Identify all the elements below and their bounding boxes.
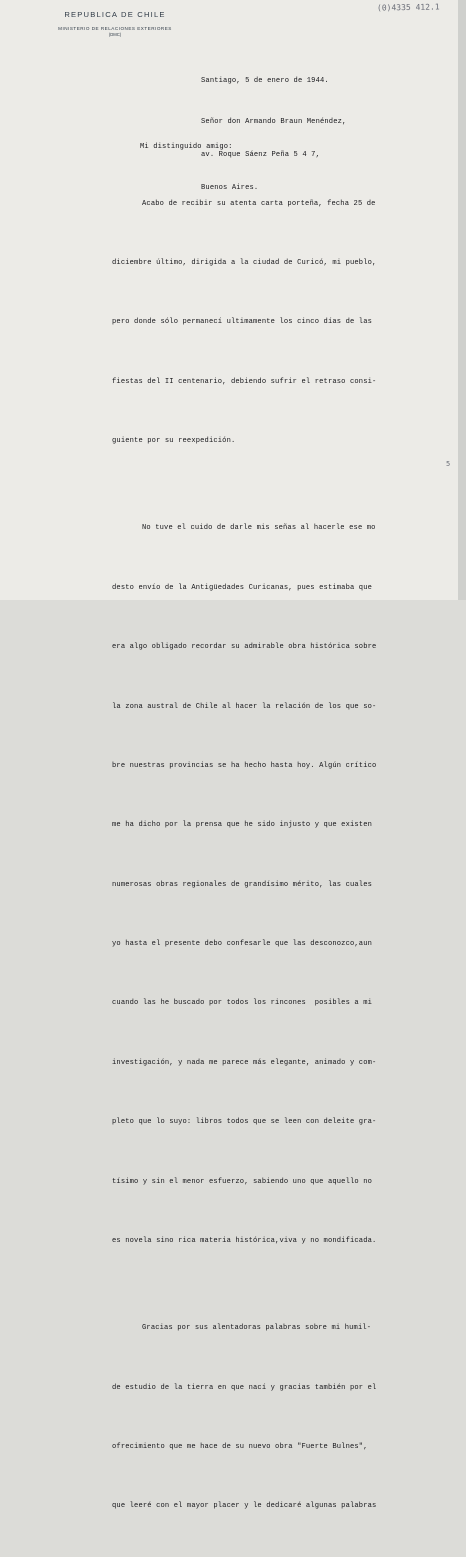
body-line: pero donde sólo permanecí ultimamente los cinco días de las	[112, 318, 373, 327]
body-line: es novela sino rica materia histórica,viva y no mondificada.	[112, 1237, 377, 1246]
next-page-edge	[458, 0, 466, 600]
margin-annotation: 5	[446, 460, 451, 468]
body-line: pleto que lo suyo: libros todos que se leen con deleite gra-	[112, 1118, 377, 1127]
letterhead-subtitle: MINISTERIO DE RELACIONES EXTERIORES	[58, 26, 172, 31]
body-line: era algo obligado recordar su admirable obra histórica sobre	[112, 643, 377, 652]
letterhead	[40, 10, 190, 37]
letterhead-title: REPUBLICA DE CHILE	[64, 10, 166, 19]
body-line: Acabo de recibir su atenta carta porteña, fecha 25 de	[142, 199, 376, 208]
body-line: cuando las he buscado por todos los rincones posibles a mi	[112, 999, 373, 1008]
body-line: la zona austral de Chile al hacer la relación de los que so-	[112, 702, 377, 711]
body-line: ofrecimiento que me hace de su nuevo obra "Fuerte Bulnes",	[112, 1443, 368, 1451]
body-line: No tuve el cuido de darle mis señas al hacerle ese mo	[142, 524, 376, 533]
archive-reference: (0)4335 412.1	[376, 2, 440, 13]
body-line: de estudio de la tierra en que nací y gracias también por el	[112, 1383, 377, 1392]
body-line: bre nuestras provincias se ha hecho hasta hoy. Algún crítico	[112, 761, 377, 770]
body-line: guiente por su reexpedición.	[112, 437, 236, 446]
body-line: Gracias por sus alentadoras palabras sobre mi humil-	[142, 1324, 372, 1333]
body-line: que leeré con el mayor placer y le dedicaré algunas palabras	[112, 1502, 377, 1511]
body-line: numerosas obras regionales de grandísimo mérito, las cuales	[112, 880, 373, 889]
recipient-line: av. Roque Sáenz Peña 5 4 7,	[201, 151, 320, 159]
body-line: diciembre último, dirigida a la ciudad de Curicó, mi pueblo,	[112, 258, 377, 267]
letterhead-code: (DMC)	[108, 32, 122, 37]
recipient-line: Señor don Armando Braun Menéndez,	[201, 118, 347, 126]
body-line: me ha dicho por la prensa que he sido injusto y que existen	[112, 821, 373, 830]
body-text	[112, 155, 376, 1557]
salutation: Mi distinguido amigo:	[140, 143, 233, 151]
body-line: tísimo y sin el menor esfuerzo, sabiendo uno que aquello no	[112, 1177, 373, 1186]
body-line: investigación, y nada me parece más elegante, animado y com-	[112, 1058, 377, 1067]
body-line: desto envío de la Antigüedades Curicanas, pues estimaba que	[112, 583, 373, 592]
body-line: fiestas del II centenario, debiendo sufrir el retraso consi-	[112, 377, 377, 386]
date-line: Santiago, 5 de enero de 1944.	[201, 77, 329, 85]
body-line: yo hasta el presente debo confesarle que las desconozco,aun	[112, 940, 373, 949]
recipient-line: Buenos Aires.	[201, 184, 259, 192]
